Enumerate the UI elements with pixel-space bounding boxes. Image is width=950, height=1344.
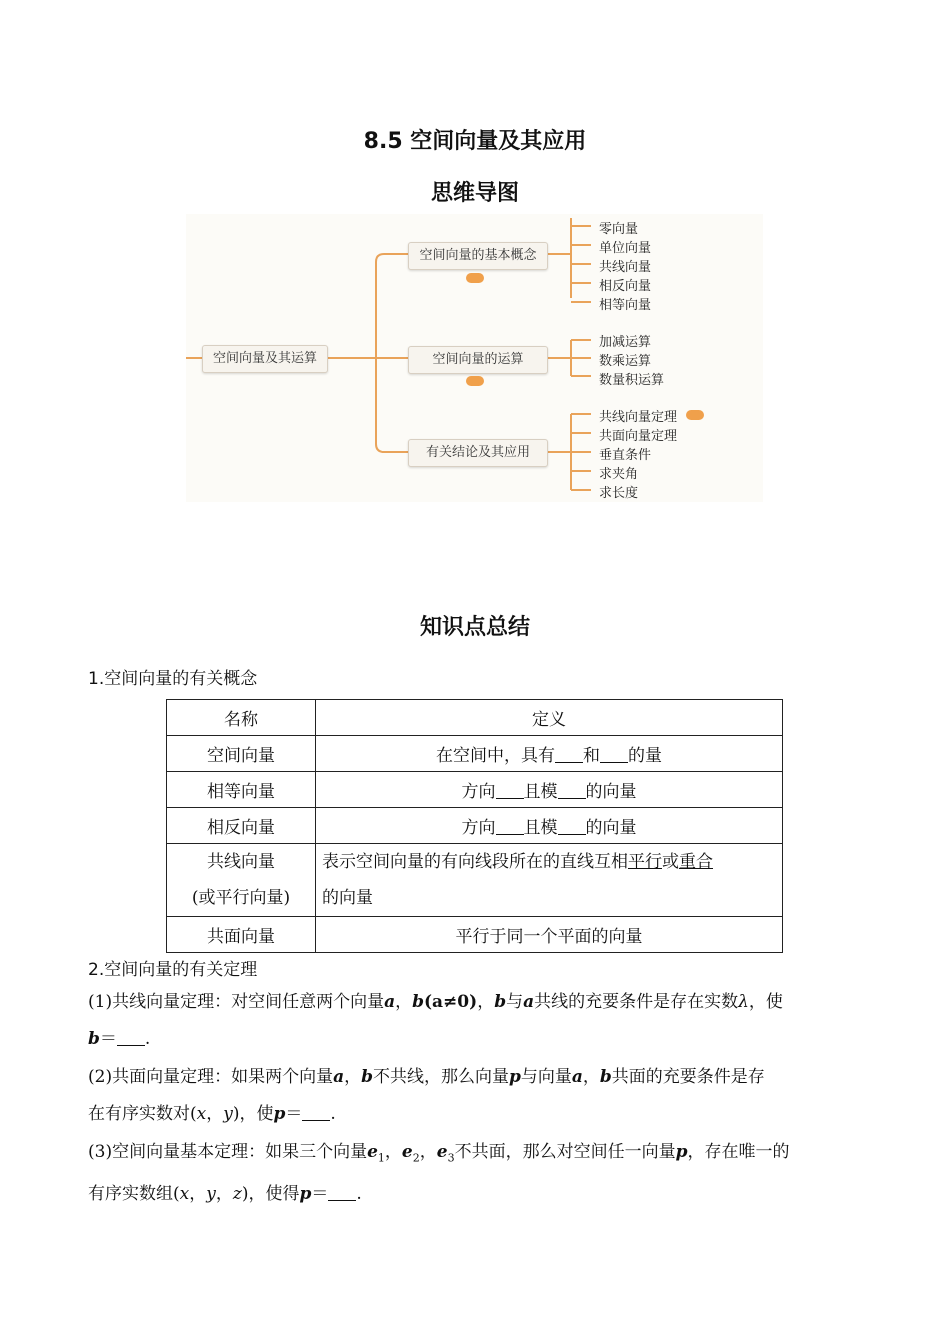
- header-definition: 定义: [316, 700, 783, 736]
- table-row: [167, 772, 783, 808]
- mindmap-root: 空间向量及其运算: [202, 345, 328, 373]
- row-definition: 方向 且模 的向量: [316, 772, 783, 808]
- fill-blank[interactable]: [555, 745, 583, 763]
- mindmap-leaf: 零向量: [599, 222, 639, 237]
- table-row: [167, 736, 783, 772]
- header-name: 名称: [167, 700, 316, 736]
- coplanar-theorem: (2)共面向量定理：如果两个向量a，b不共线，那么向量p与向量a，b共面的充要条件是存 在有序实数对(x，y)，使p＝ .: [88, 1067, 765, 1124]
- row-definition: 平行于同一个平面的向量: [316, 917, 783, 953]
- mindmap-heading: 思维导图: [430, 181, 519, 206]
- row-definition: 表示空间向量的有向线段所在的直线互相平行或重合 的向量: [316, 844, 783, 917]
- mindmap-leaf: 加减运算: [599, 335, 652, 350]
- mindmap-leaf: 共面向量定理: [599, 429, 678, 444]
- row-name: 共线向量 (或平行向量): [167, 844, 316, 917]
- row-definition: 方向 且模 的向量: [316, 808, 783, 844]
- fill-blank[interactable]: [496, 817, 524, 835]
- table-row: [167, 917, 783, 953]
- fill-blank[interactable]: [558, 781, 586, 799]
- mindmap-leaf: 求长度: [599, 486, 639, 501]
- mindmap-leaf: 垂直条件: [599, 448, 652, 463]
- table-row: [167, 808, 783, 844]
- table-row: [167, 844, 783, 917]
- collinear-theorem: (1)共线向量定理：对空间任意两个向量a，b(a≠0)，b与a共线的充要条件是存在实数λ，使 b＝ .: [88, 992, 783, 1049]
- mindmap-leaf: 数乘运算: [599, 354, 652, 369]
- mindmap-leaf-marker: [686, 410, 704, 420]
- basis-theorem: (3)空间向量基本定理：如果三个向量$e_1$，$e_2$，$e_3$不共面，那么对空间任一向量p，存在唯一的 有序实数组(x，y，z)，使得p＝ .: [88, 1142, 790, 1205]
- mindmap-branch-marker: [466, 376, 484, 386]
- row-name: 共面向量: [167, 917, 316, 953]
- row-name: 相反向量: [167, 808, 316, 844]
- row-definition: 在空间中，具有 和 的量: [316, 736, 783, 772]
- mindmap-leaf: 共线向量: [599, 260, 652, 275]
- row-name: 空间向量: [167, 736, 316, 772]
- row-name: 相等向量: [167, 772, 316, 808]
- mindmap: [186, 214, 763, 502]
- table-header-row: [167, 700, 783, 736]
- fill-blank[interactable]: [117, 1028, 145, 1046]
- section2-heading: 2.空间向量的有关定理: [88, 960, 258, 980]
- fill-blank[interactable]: [496, 781, 524, 799]
- fill-blank[interactable]: [328, 1183, 356, 1201]
- summary-heading: 知识点总结: [419, 615, 530, 640]
- concepts-table: [166, 699, 783, 953]
- mindmap-leaf: 相反向量: [599, 279, 652, 294]
- mindmap-leaf: 数量积运算: [599, 373, 665, 388]
- document-title: 8.5 空间向量及其应用: [363, 129, 587, 154]
- fill-blank[interactable]: [302, 1103, 330, 1121]
- mindmap-branch-basic-concepts: 空间向量的基本概念: [408, 242, 548, 270]
- mindmap-leaf: 相等向量: [599, 298, 652, 313]
- fill-blank[interactable]: [558, 817, 586, 835]
- mindmap-leaf: 共线向量定理: [599, 410, 678, 425]
- fill-blank[interactable]: [600, 745, 628, 763]
- mindmap-branch-operations: 空间向量的运算: [408, 346, 548, 374]
- mindmap-leaf: 单位向量: [599, 241, 652, 256]
- mindmap-branch-marker: [466, 273, 484, 283]
- mindmap-leaf: 求夹角: [599, 467, 639, 482]
- mindmap-branch-conclusions: 有关结论及其应用: [408, 439, 548, 467]
- section1-heading: 1.空间向量的有关概念: [88, 669, 258, 689]
